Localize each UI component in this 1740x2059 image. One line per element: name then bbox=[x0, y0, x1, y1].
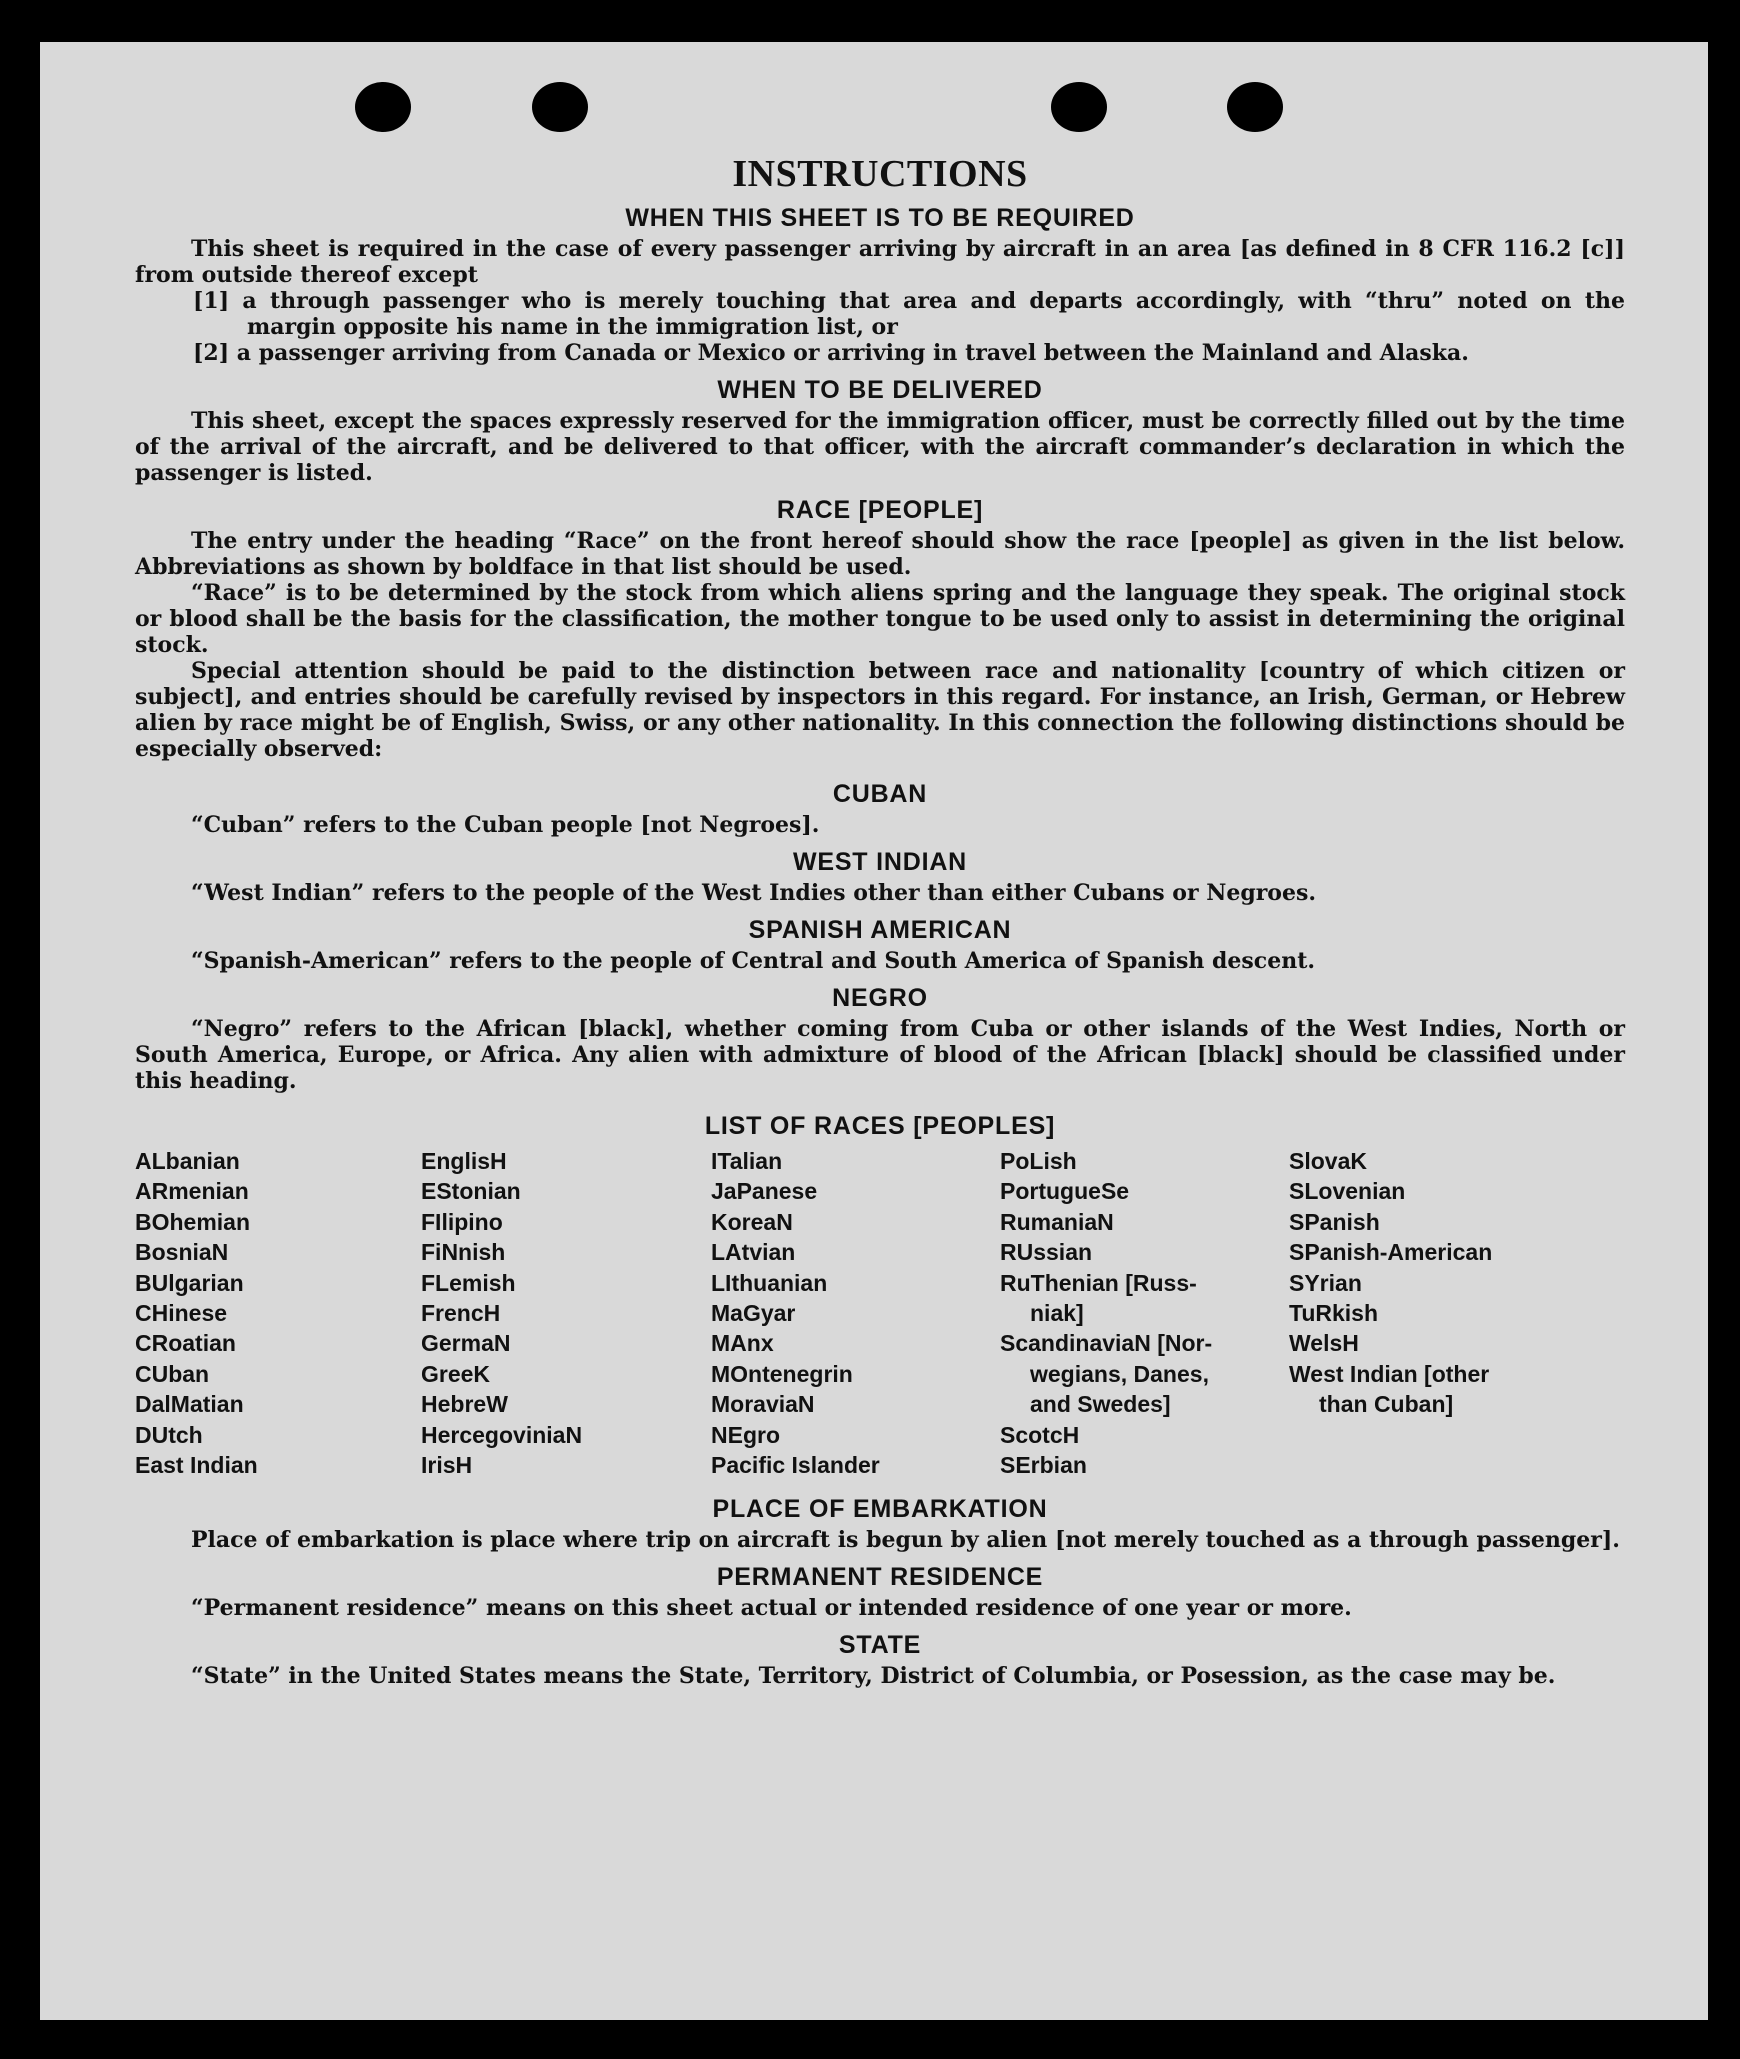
heading-negro: NEGRO bbox=[832, 984, 928, 1012]
race-entry: DalMatian bbox=[135, 1391, 244, 1418]
races-list bbox=[135, 1146, 1625, 1491]
required-intro: This sheet is required in the case of every passenger arriving by aircraft in an area [as defined in 8 CFR 116.2 [c]] from outside thereof except bbox=[135, 236, 1625, 288]
race-entry: SLovenian bbox=[1289, 1178, 1406, 1205]
race-entry: EnglisH bbox=[421, 1148, 507, 1174]
race-entry: MaGyar bbox=[711, 1299, 796, 1326]
race-entry: ScotcH bbox=[1000, 1421, 1080, 1448]
race-entry: NEgro bbox=[711, 1421, 780, 1448]
race-entry: ITalian bbox=[711, 1148, 783, 1174]
cuban-text: “Cuban” refers to the Cuban people [not Negroes]. bbox=[191, 812, 820, 838]
race-entry: ARmenian bbox=[135, 1178, 249, 1205]
race-entry: SPanish-American bbox=[1289, 1239, 1493, 1266]
race-entry: SPanish bbox=[1289, 1208, 1380, 1235]
race-entry: SYrian bbox=[1289, 1269, 1362, 1296]
race-entry: FIlipino bbox=[421, 1208, 503, 1235]
race-paragraph-1: The entry under the heading “Race” on the front hereof should show the race [people] as given in the list below. Abbreviations as shown by boldface in that list should be used. bbox=[135, 528, 1625, 580]
race-entry: RuThenian [Russ- bbox=[1000, 1269, 1197, 1296]
heading-delivered: WHEN TO BE DELIVERED bbox=[717, 376, 1043, 404]
page-title: INSTRUCTIONS bbox=[732, 153, 1028, 195]
race-entry: East Indian bbox=[135, 1451, 258, 1478]
race-paragraph-2: “Race” is to be determined by the stock from which aliens spring and the language they speak. The original stock or blood shall be the basis for the classification, the mother tongue to be used only to assist in determining the original stock. bbox=[135, 580, 1625, 658]
race-entry: GreeK bbox=[421, 1360, 491, 1387]
document-sheet bbox=[40, 42, 1708, 2020]
race-entry: GermaN bbox=[421, 1330, 511, 1357]
race-entry: West Indian [other bbox=[1289, 1360, 1490, 1387]
race-entry: LIthuanian bbox=[711, 1269, 828, 1296]
race-entry: RumaniaN bbox=[1000, 1208, 1114, 1235]
punch-hole bbox=[1227, 82, 1283, 132]
heading-cuban: CUBAN bbox=[832, 780, 928, 808]
race-entry: CUban bbox=[135, 1360, 210, 1387]
instructions-content bbox=[135, 152, 1625, 1689]
race-entry: IrisH bbox=[421, 1451, 473, 1478]
race-entry: EStonian bbox=[421, 1178, 521, 1205]
race-entry: RUssian bbox=[1000, 1239, 1093, 1266]
race-entry-continued: than Cuban] bbox=[1319, 1391, 1454, 1418]
negro-text: “Negro” refers to the African [black], whether coming from Cuba or other islands of the West Indies, North or South America, Europe, or Africa. Any alien with admixture of blood of the African [black] should be classified under this heading. bbox=[135, 1016, 1625, 1094]
state-text: “State” in the United States means the State, Territory, District of Columbia, or Posession, as the case may be. bbox=[191, 1663, 1556, 1689]
races-column-1 bbox=[135, 1146, 258, 1480]
race-entry: PoLish bbox=[1000, 1148, 1077, 1174]
races-column-4 bbox=[1000, 1146, 1212, 1480]
race-entry: MoraviaN bbox=[711, 1391, 815, 1418]
race-entry: WelsH bbox=[1289, 1330, 1359, 1357]
race-entry: DUtch bbox=[135, 1421, 203, 1448]
race-entry: TuRkish bbox=[1289, 1299, 1379, 1326]
permanent-residence-text: “Permanent residence” means on this sheet actual or intended residence of one year or more. bbox=[191, 1595, 1352, 1621]
race-entry: HebreW bbox=[421, 1391, 508, 1418]
race-entry: KoreaN bbox=[711, 1208, 793, 1235]
race-entry: BOhemian bbox=[135, 1208, 251, 1235]
west-indian-text: “West Indian” refers to the people of the West Indies other than either Cubans or Negroes. bbox=[191, 880, 1317, 906]
required-item-2: [2] a passenger arriving from Canada or Mexico or arriving in travel between the Mainland and Alaska. bbox=[193, 340, 1469, 366]
delivered-text: This sheet, except the spaces expressly reserved for the immigration officer, must be correctly filled out by the time of the arrival of the aircraft, and be delivered to that officer, with the aircraft commander’s declaration in which the passenger is listed. bbox=[135, 408, 1625, 486]
race-entry: ALbanian bbox=[135, 1148, 240, 1174]
race-entry-continued: niak] bbox=[1030, 1299, 1084, 1326]
race-entry-continued: and Swedes] bbox=[1030, 1391, 1171, 1418]
punch-hole bbox=[532, 82, 588, 132]
races-column-3 bbox=[711, 1146, 880, 1480]
races-column-5 bbox=[1289, 1146, 1492, 1420]
race-entry: JaPanese bbox=[711, 1178, 818, 1205]
punch-hole bbox=[1051, 82, 1107, 132]
spanish-american-text: “Spanish-American” refers to the people of Central and South America of Spanish descent. bbox=[191, 948, 1316, 974]
race-entry: FrencH bbox=[421, 1299, 501, 1326]
heading-state: STATE bbox=[838, 1631, 922, 1659]
races-column-2 bbox=[421, 1146, 582, 1480]
punch-hole bbox=[355, 82, 411, 132]
embarkation-text: Place of embarkation is place where trip on aircraft is begun by alien [not merely touched as a through passenger]. bbox=[191, 1527, 1620, 1553]
race-entry: ScandinaviaN [Nor- bbox=[1000, 1330, 1213, 1357]
race-entry: BUlgarian bbox=[135, 1269, 244, 1296]
heading-embarkation: PLACE OF EMBARKATION bbox=[712, 1495, 1048, 1523]
heading-permanent-residence: PERMANENT RESIDENCE bbox=[716, 1563, 1044, 1591]
race-entry: CRoatian bbox=[135, 1330, 236, 1357]
race-entry: FLemish bbox=[421, 1269, 516, 1296]
heading-list-of-races: LIST OF RACES [PEOPLES] bbox=[704, 1112, 1056, 1140]
race-entry: SlovaK bbox=[1289, 1148, 1367, 1174]
race-entry: MOntenegrin bbox=[711, 1360, 853, 1387]
race-entry: Pacific Islander bbox=[711, 1451, 880, 1478]
heading-spanish-american: SPANISH AMERICAN bbox=[748, 916, 1012, 944]
race-entry: FiNnish bbox=[421, 1239, 506, 1266]
required-item-1: [1] a through passenger who is merely touching that area and departs accordingly, with “thru” noted on the margin opposite his name in the immigration list, or bbox=[193, 288, 1625, 340]
heading-west-indian: WEST INDIAN bbox=[792, 848, 968, 876]
race-entry: LAtvian bbox=[711, 1239, 796, 1266]
heading-race: RACE [PEOPLE] bbox=[776, 496, 984, 524]
race-entry: CHinese bbox=[135, 1299, 228, 1326]
heading-required: WHEN THIS SHEET IS TO BE REQUIRED bbox=[625, 204, 1135, 232]
race-entry: BosniaN bbox=[135, 1239, 229, 1266]
race-entry-continued: wegians, Danes, bbox=[1030, 1360, 1209, 1387]
race-entry: HercegoviniaN bbox=[421, 1421, 583, 1448]
race-entry: PortugueSe bbox=[1000, 1178, 1130, 1205]
race-paragraph-3: Special attention should be paid to the distinction between race and nationality [country of which citizen or subject], and entries should be carefully revised by inspectors in this regard. For instance, an Irish, German, or Hebrew alien by race might be of English, Swiss, or any other nationality. In this connection the following distinctions should be especially observed: bbox=[135, 658, 1625, 762]
race-entry: SErbian bbox=[1000, 1451, 1087, 1478]
race-entry: MAnx bbox=[711, 1330, 774, 1357]
